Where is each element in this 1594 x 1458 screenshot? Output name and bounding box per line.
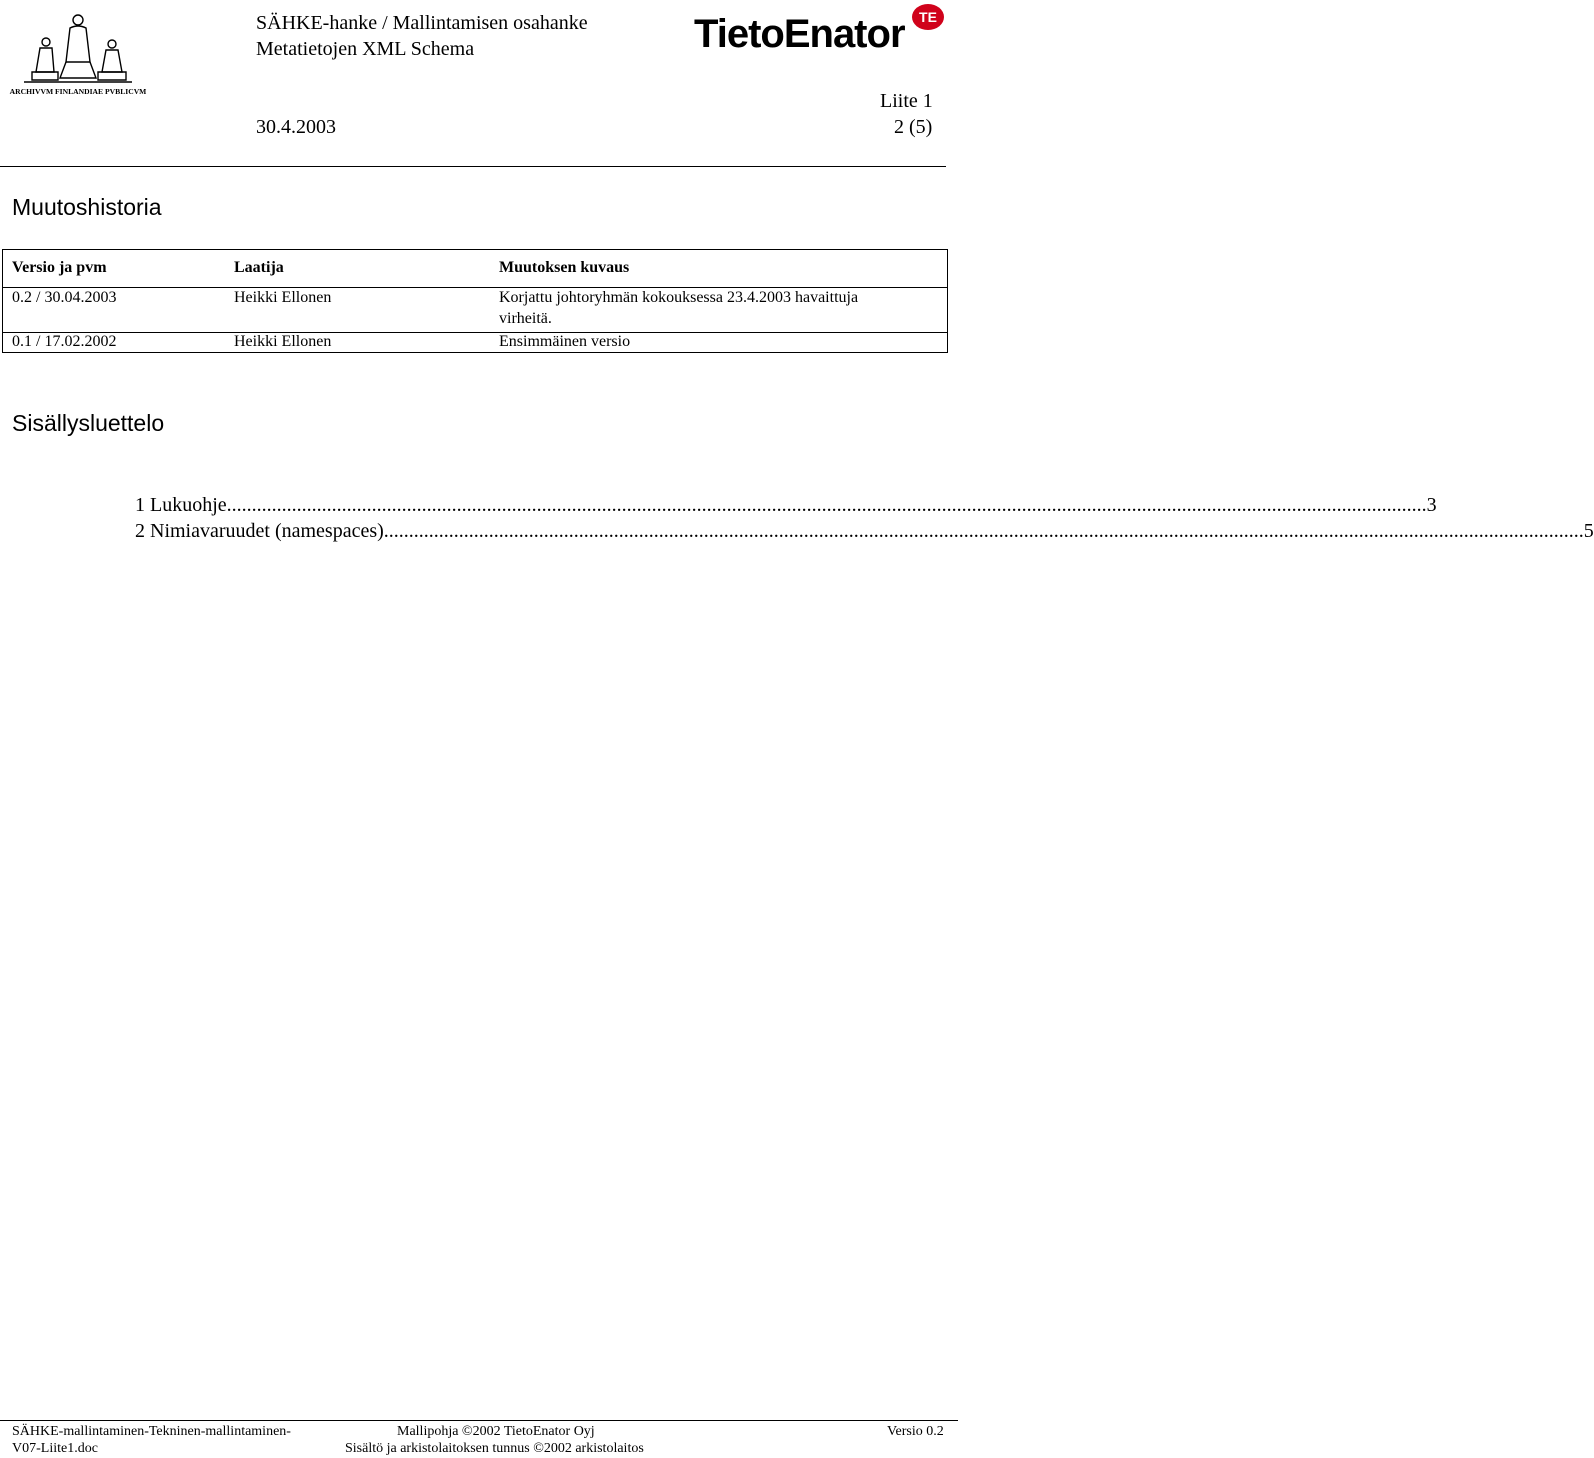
table-header-divider [3,287,947,288]
project-subtitle: Metatietojen XML Schema [256,38,475,60]
document-date: 30.4.2003 [256,116,336,138]
toc-entry[interactable] [135,494,1437,517]
column-header-description: Muutoksen kuvaus [499,259,630,276]
row-description: Ensimmäinen versio [499,333,631,350]
footer-filename: SÄHKE-mallintaminen-Tekninen-mallintaminen- [12,1424,291,1439]
toc-heading: Sisällysluettelo [12,410,165,436]
archive-logo [9,10,147,98]
toc-entry-page[interactable]: 3 [1426,494,1437,516]
toc-entry-title[interactable]: 2 Nimiavaruudet (namespaces) [135,520,384,542]
toc-entry[interactable] [135,520,1594,543]
footer-version: Versio 0.2 [887,1424,944,1439]
table-row-divider [3,332,947,333]
row-description-continued: virheitä. [499,310,552,327]
history-table [2,249,948,353]
footer-template-copyright: Mallipohja ©2002 TietoEnator Oyj [397,1424,595,1439]
row-version: 0.2 / 30.04.2003 [12,289,117,306]
appendix-label: Liite 1 [880,90,933,112]
brand-badge-icon: TE [912,4,944,30]
toc-entry-page[interactable]: 5 [1583,520,1594,542]
footer-content-copyright: Sisältö ja arkistolaitoksen tunnus ©2002 arkistolaitos [345,1441,644,1456]
row-version: 0.1 / 17.02.2002 [12,333,117,350]
archive-logo-text: ARCHIVVM FINLANDIAE PVBLICVM [9,87,147,96]
row-author: Heikki Ellonen [234,289,332,306]
project-title: SÄHKE-hanke / Mallintamisen osahanke [256,12,588,34]
toc-leader [227,494,1427,517]
history-heading: Muutoshistoria [12,194,162,220]
toc-entry-title[interactable]: 1 Lukuohje [135,494,227,516]
column-header-author: Laatija [234,259,284,276]
row-description: Korjattu johtoryhmän kokouksessa 23.4.2003 havaittuja [499,289,859,306]
row-author: Heikki Ellonen [234,333,332,350]
footer-divider [0,1420,958,1421]
brand-logo: TietoEnator [694,12,905,56]
footer-filename-continued: V07-Liite1.doc [12,1441,98,1456]
column-header-version: Versio ja pvm [12,259,107,276]
header-divider [0,166,946,167]
page-number: 2 (5) [894,116,933,138]
toc-leader [384,520,1584,543]
